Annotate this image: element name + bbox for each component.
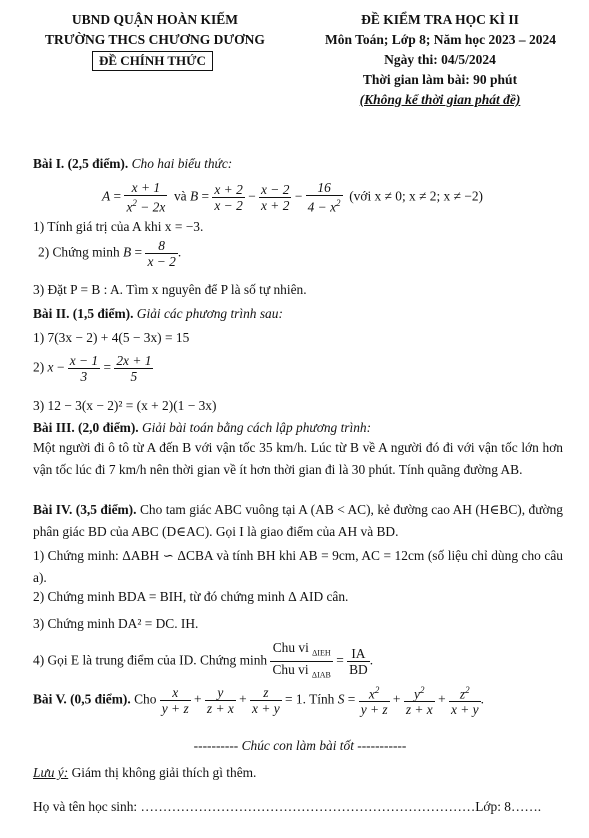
bai4-text: Cho tam giác ABC vuông tại A (AB < AC), kẻ đường cao AH (H∈BC), đường phân giác BD của ABC (D∈AC). Gọi I là giao điểm của AH và BD.: [33, 502, 563, 539]
bai4-q4: 4) Gọi E là trung điểm của ID. Chứng minh $\frac{Chu vi _{\Delta IEH}}{Chu vi _{\Delta IAB}}$ = $\frac{IA}{BD}$ .: [33, 640, 373, 682]
bai3-intro: Giải bài toán bằng cách lập phương trình:: [142, 420, 372, 435]
exam-duration-note: (Không kể thời gian phát đề): [359, 92, 521, 107]
bai1-intro: Cho hai biểu thức:: [131, 156, 233, 171]
fraction: $\frac{x}{y + z}$: [161, 684, 189, 716]
bai3-title: Bài III. (2,0 điểm).: [33, 420, 139, 435]
fraction: $\frac{x - 2}{x + 2}$: [261, 181, 290, 213]
bai4-q1: 1) Chứng minh: ΔABH ∽ ΔCBA và tính BH khi AB = 9cm, AC = 12cm (số liệu chỉ dùng cho câu a).: [33, 548, 563, 585]
fraction: $\frac{y}{z + x}$: [206, 684, 234, 716]
bai5-title: Bài V. (0,5 điểm).: [33, 691, 131, 707]
bai1-q1: 1) Tính giá trị của A khi x = −3.: [33, 219, 204, 234]
bai4-text-block: [33, 499, 563, 543]
subject-line: Môn Toán; Lớp 8; Năm học 2023 – 2024: [324, 32, 556, 47]
fraction: $\frac{IA}{BD}$: [349, 645, 368, 677]
fraction: $\frac{x + 1}{x^2 - 2x}$: [126, 180, 166, 215]
bai4-q3: 3) Chứng minh DA² = DC. IH.: [33, 616, 199, 631]
bai5-line: Bài V. (0,5 điểm). Cho $\frac{x}{y + z}$ + $\frac{y}{z + x}$ + $\frac{z}{x + y}$ = 1. Tính S = $\frac{x^2}{y + z}$ + $\frac{y^2}{z + x}$ + $\frac{z^2}{x + y}$ .: [33, 684, 484, 718]
good-luck-line: ---------- Chúc con làm bài tốt -----------: [193, 738, 407, 753]
bai1-title: Bài I. (2,5 điểm).: [33, 156, 129, 171]
fraction: $\frac{z}{x + y}$: [252, 684, 280, 716]
bai5-tinh: Tính: [309, 691, 335, 707]
bai1-q2-prefix: 2) Chứng minh: [38, 244, 120, 260]
exam-duration: Thời gian làm bài: 90 phút: [362, 72, 518, 87]
fraction: $\frac{x^2}{y + z}$: [360, 685, 388, 718]
school-name: TRƯỜNG THCS CHƯƠNG DƯƠNG: [45, 32, 265, 47]
bai4-title: Bài IV. (3,5 điểm).: [33, 502, 137, 517]
bai4-q2: 2) Chứng minh BDA = BIH, từ đó chứng minh Δ AID cân.: [33, 589, 349, 604]
school-district: UBND QUẬN HOÀN KIẾM: [71, 12, 239, 27]
official-exam-badge: ĐỀ CHÍNH THỨC: [92, 51, 213, 71]
bai3-text: Một người đi ô tô từ A đến B với vận tốc 35 km/h. Lúc từ B về A người đó đi với vận tốc lớn hơn vận tốc lúc đi 7 km/h nên thời gian về ít hơn thời gian đi là 30 phút. Tính quãng đường AB.: [33, 440, 563, 477]
bai2-heading: [33, 305, 283, 322]
exam-date: Ngày thi: 04/5/2024: [384, 52, 496, 67]
bai3-heading: [33, 419, 371, 436]
fraction: $\frac{8}{x - 2}$: [147, 238, 176, 269]
fraction: $\frac{y^2}{z + x}$: [405, 685, 433, 718]
bai5-cho: Cho: [134, 691, 157, 707]
fraction: $\frac{Chu vi _{\Delta IEH}}{Chu vi _{\Delta IAB}}$: [272, 640, 331, 680]
note-label: Lưu ý:: [33, 765, 69, 780]
bai1-condition: (với x ≠ 0; x ≠ 2; x ≠ −2): [349, 188, 483, 204]
bai1-q2: 2) Chứng minh B = $\frac{8}{x - 2}$ .: [38, 238, 182, 269]
bai1-heading: [33, 155, 232, 172]
student-name-line: Họ và tên học sinh: …………………………………………………………………Lớp: 8…….: [33, 799, 542, 814]
note-text: Giám thị không giải thích gì thêm.: [71, 765, 257, 780]
bai2-q3: 3) 12 − 3(x − 2)² = (x + 2)(1 − 3x): [33, 398, 217, 413]
bai2-title: Bài II. (1,5 điểm).: [33, 306, 134, 321]
fraction: $\frac{x - 1}{3}$: [69, 353, 99, 384]
fraction: $\frac{x + 2}{x - 2}$: [214, 181, 243, 213]
bai2-intro: Giải các phương trình sau:: [136, 306, 283, 321]
bai2-q2: 2) x − $\frac{x - 1}{3}$ = $\frac{2x + 1}{5}$: [33, 353, 152, 384]
fraction: $\frac{z^2}{x + y}$: [450, 685, 479, 718]
fraction: $\frac{2x + 1}{5}$: [116, 353, 152, 384]
bai1-q3: 3) Đặt P = B : A. Tìm x nguyên để P là số tự nhiên.: [33, 282, 307, 297]
fraction: $\frac{16}{4 - x^2}$: [307, 180, 341, 215]
bai1-expressions: A = $\frac{x + 1}{x^2 - 2x}$ và B = $\frac{x + 2}{x - 2}$ − $\frac{x - 2}{x + 2}$ − $\frac{16}{4 - x^2}$ (với x ≠ 0; x ≠ 2; x ≠ −2): [102, 180, 483, 215]
exam-title: ĐỀ KIỂM TRA HỌC KÌ II: [361, 12, 519, 27]
bai4-q4-prefix: 4) Gọi E là trung điểm của ID. Chứng minh: [33, 652, 268, 668]
bai2-q1: 1) 7(3x − 2) + 4(5 − 3x) = 15: [33, 330, 190, 345]
note-line: [33, 764, 256, 781]
